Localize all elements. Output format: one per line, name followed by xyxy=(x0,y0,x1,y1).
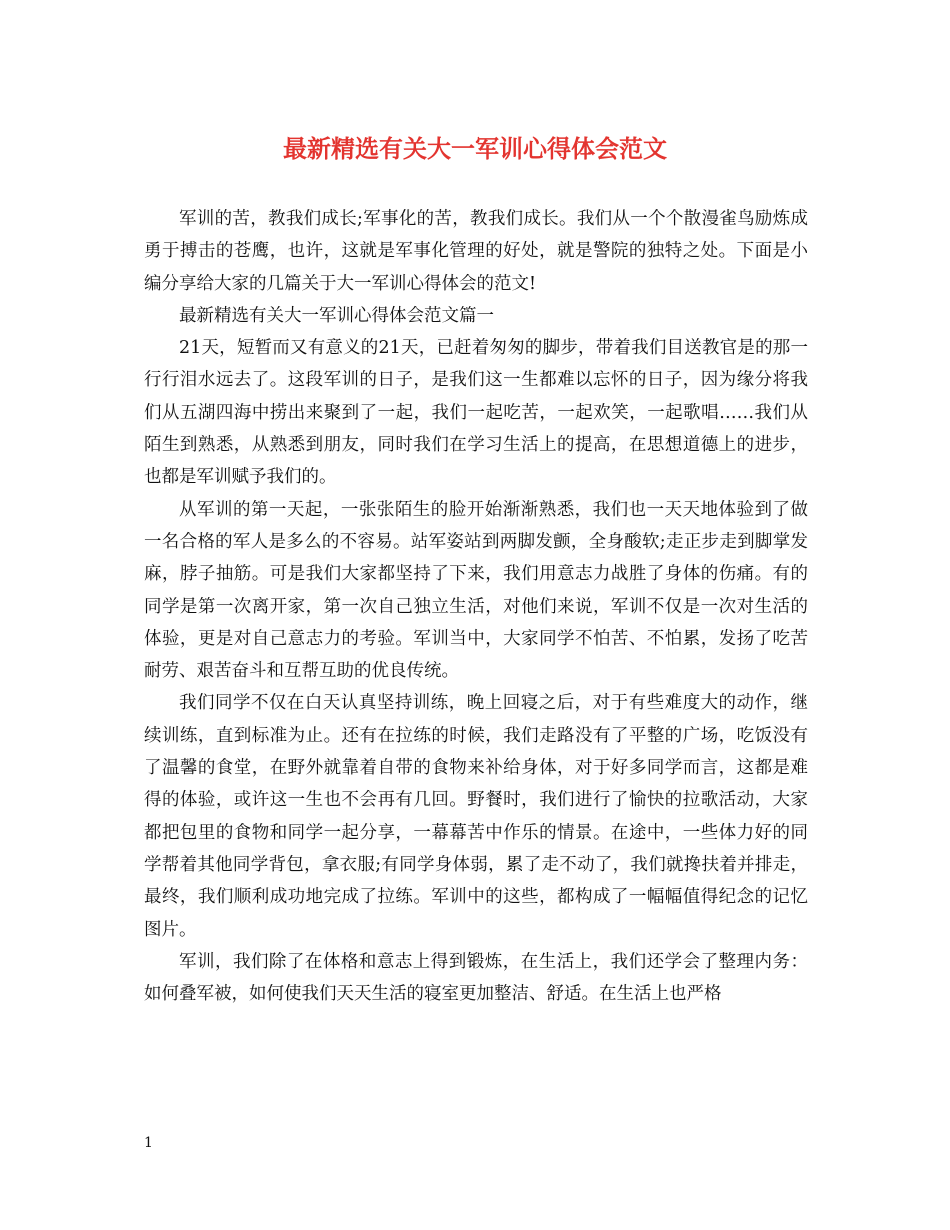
paragraph-intro: 军训的苦，教我们成长;军事化的苦，教我们成长。我们从一个个散漫雀鸟励炼成勇于搏击的苍鹰，也许，这就是军事化管理的好处，就是警院的独特之处。下面是小编分享给大家的几篇关于大一军训心得体会的范文! xyxy=(144,209,808,294)
paragraph: 21天，短暂而又有意义的21天，已赶着匆匆的脚步，带着我们目送教官是的那一行行泪水远去了。这段军训的日子，是我们这一生都难以忘怀的日子，因为缘分将我们从五湖四海中捞出来聚到了一起，我们一起吃苦，一起欢笑，一起歌唱……我们从陌生到熟悉，从熟悉到朋友，同时我们在学习生活上的提高，在思想道德上的进步，也都是军训赋予我们的。 xyxy=(144,338,808,488)
document-title: 最新精选有关大一军训心得体会范文 xyxy=(283,134,667,163)
document-body xyxy=(144,203,808,1010)
paragraph: 军训，我们除了在体格和意志上得到锻炼，在生活上，我们还学会了整理内务：如何叠军被，如何使我们天天生活的寝室更加整洁、舒适。在生活上也严格 xyxy=(144,951,808,1005)
paragraph: 从军训的第一天起，一张张陌生的脸开始渐渐熟悉，我们也一天天地体验到了做一名合格的军人是多么的不容易。站军姿站到两脚发颤，全身酸软;走正步走到脚掌发麻，脖子抽筋。可是我们大家都坚持了下来，我们用意志力战胜了身体的伤痛。有的同学是第一次离开家，第一次自己独立生活，对他们来说，军训不仅是一次对生活的体验，更是对自己意志力的考验。军训当中，大家同学不怕苦、不怕累，发扬了吃苦耐劳、艰苦奋斗和互帮互助的优良传统。 xyxy=(144,499,808,682)
page-number: 1 xyxy=(144,1135,153,1151)
section-heading: 最新精选有关大一军训心得体会范文篇一 xyxy=(179,305,494,326)
paragraph: 我们同学不仅在白天认真坚持训练，晚上回寝之后，对于有些难度大的动作，继续训练，直到标准为止。还有在拉练的时候，我们走路没有了平整的广场，吃饭没有了温馨的食堂，在野外就靠着自带的食物来补给身体，对于好多同学而言，这都是难得的体验，或许这一生也不会再有几回。野餐时，我们进行了愉快的拉歌活动，大家都把包里的食物和同学一起分享，一幕幕苦中作乐的情景。在途中，一些体力好的同学帮着其他同学背包，拿衣服;有同学身体弱，累了走不动了，我们就搀扶着并排走，最终，我们顺利成功地完成了拉练。军训中的这些，都构成了一幅幅值得纪念的记忆图片。 xyxy=(144,693,808,940)
